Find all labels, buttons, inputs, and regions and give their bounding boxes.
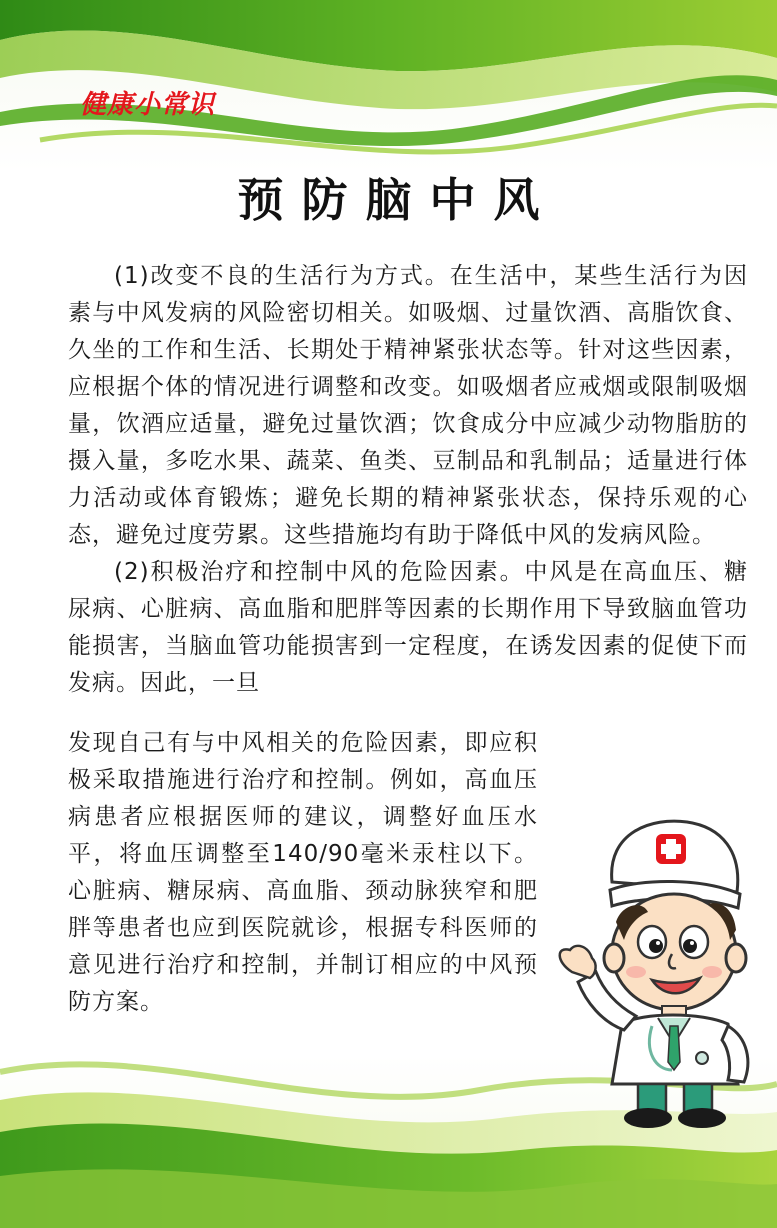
doctor-cartoon-icon [552,812,772,1134]
red-cross-icon [656,834,686,864]
poster-title: 预防脑中风 [237,173,558,227]
paragraph-risk-factors: (2)积极治疗和控制中风的危险因素。中风是在高血压、糖尿病、心脏病、高血脂和肥胖等因素的长期作用下导致脑血管功能损害，当脑血管功能损害到一定程度，在诱发因素的促使下而发病。因此，一旦 [68,559,748,696]
paragraph-risk-factors-continued: 发现自己有与中风相关的危险因素，即应积极采取措施进行治疗和控制。例如，高血压病患者应根据医师的建议，调整好血压水平，将血压调整至140/90毫米汞柱以下。心脏病、糖尿病、高血脂、颈动脉狭窄和肥胖等患者也应到医院就诊，根据专科医师的意见进行治疗和控制，并制订相应的中风预防方案。 [68,730,538,1015]
paragraph-lifestyle: (1)改变不良的生活行为方式。在生活中，某些生活行为因素与中风发病的风险密切相关。如吸烟、过量饮酒、高脂饮食、久坐的工作和生活、长期处于精神紧张状态等。针对这些因素，应根据个体的情况进行调整和改变。如吸烟者应戒烟或限制吸烟量，饮酒应适量，避免过量饮酒；饮食成分中应减少动物脂肪的摄入量，多吃水果、蔬菜、鱼类、豆制品和乳制品；适量进行体力活动或体育锻炼；避免长期的精神紧张状态，保持乐观的心态，避免过度劳累。这些措施均有助于降低中风的发病风险。 [68,263,748,548]
category-label: 健康小常识 [80,90,216,120]
